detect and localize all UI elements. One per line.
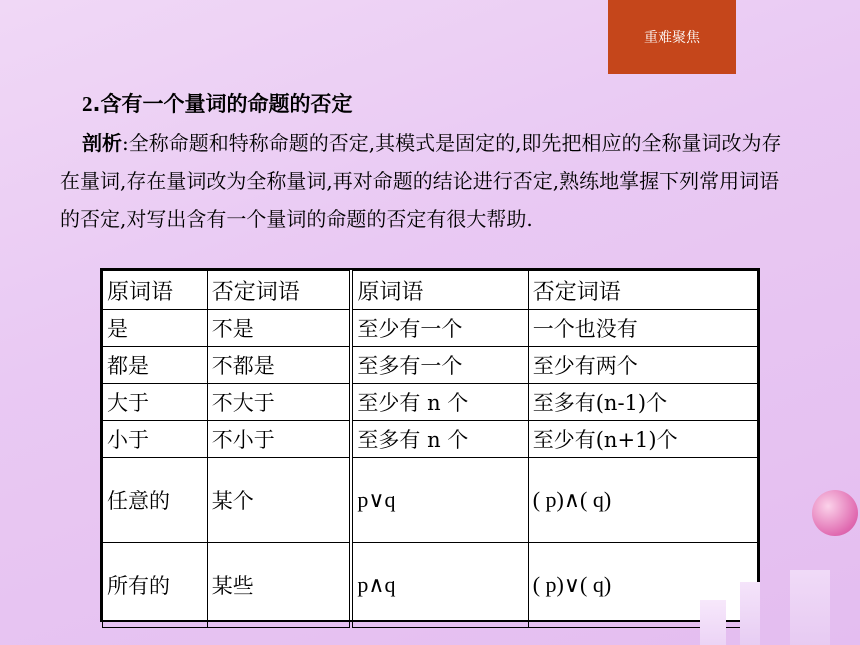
heading-number: 2 <box>82 92 93 116</box>
analysis-body: :全称命题和特称命题的否定,其模式是固定的,即先把相应的全称量词改为存在量词,存在量词改为全称量词,再对命题的结论进行否定,熟练地掌握下列常用词语的否定,对写出含有一个量词的命题的否定有很大帮助. <box>60 131 782 231</box>
table-cell: 一个也没有 <box>528 310 757 347</box>
table-cell: 至多有(n-1)个 <box>528 384 757 421</box>
heading-text: .含有一个量词的命题的否定 <box>92 92 353 116</box>
table-cell: ( p)∨( q) <box>528 543 757 628</box>
table-header-row <box>103 271 758 310</box>
header-cell: 否定词语 <box>528 271 757 310</box>
table-cell: 不大于 <box>207 384 351 421</box>
table-row <box>103 310 758 347</box>
section-badge: 重难聚焦 <box>608 0 736 74</box>
header-cell: 否定词语 <box>207 271 351 310</box>
section-heading <box>82 88 352 118</box>
table-cell: 大于 <box>103 384 208 421</box>
analysis-lead: 剖析 <box>82 131 122 155</box>
table-cell: 至少有 n 个 <box>351 384 528 421</box>
table-cell: 至少有两个 <box>528 347 757 384</box>
table-cell: 不小于 <box>207 421 351 458</box>
table-row <box>103 458 758 543</box>
table-cell: 是 <box>103 310 208 347</box>
header-cell: 原词语 <box>103 271 208 310</box>
table-row <box>103 421 758 458</box>
analysis-paragraph <box>60 124 795 238</box>
table-row <box>103 347 758 384</box>
table-cell: 所有的 <box>103 543 208 628</box>
negation-table <box>100 268 760 622</box>
table-cell: 至少有一个 <box>351 310 528 347</box>
decorative-bar <box>700 600 726 645</box>
table-cell: 某些 <box>207 543 351 628</box>
table-cell: 不都是 <box>207 347 351 384</box>
decorative-bar <box>740 582 760 645</box>
table-cell: 某个 <box>207 458 351 543</box>
table-cell: 都是 <box>103 347 208 384</box>
table-cell: 至多有一个 <box>351 347 528 384</box>
table-cell: 任意的 <box>103 458 208 543</box>
table-cell: p∧q <box>351 543 528 628</box>
table-cell: 至少有(n+1)个 <box>528 421 757 458</box>
table-cell: 不是 <box>207 310 351 347</box>
table-row <box>103 384 758 421</box>
table-cell: 小于 <box>103 421 208 458</box>
header-cell: 原词语 <box>351 271 528 310</box>
table-row <box>103 543 758 628</box>
table-cell: 至多有 n 个 <box>351 421 528 458</box>
table-cell: p∨q <box>351 458 528 543</box>
decorative-sphere <box>812 490 858 536</box>
table-cell: ( p)∧( q) <box>528 458 757 543</box>
decorative-bar <box>790 570 830 645</box>
